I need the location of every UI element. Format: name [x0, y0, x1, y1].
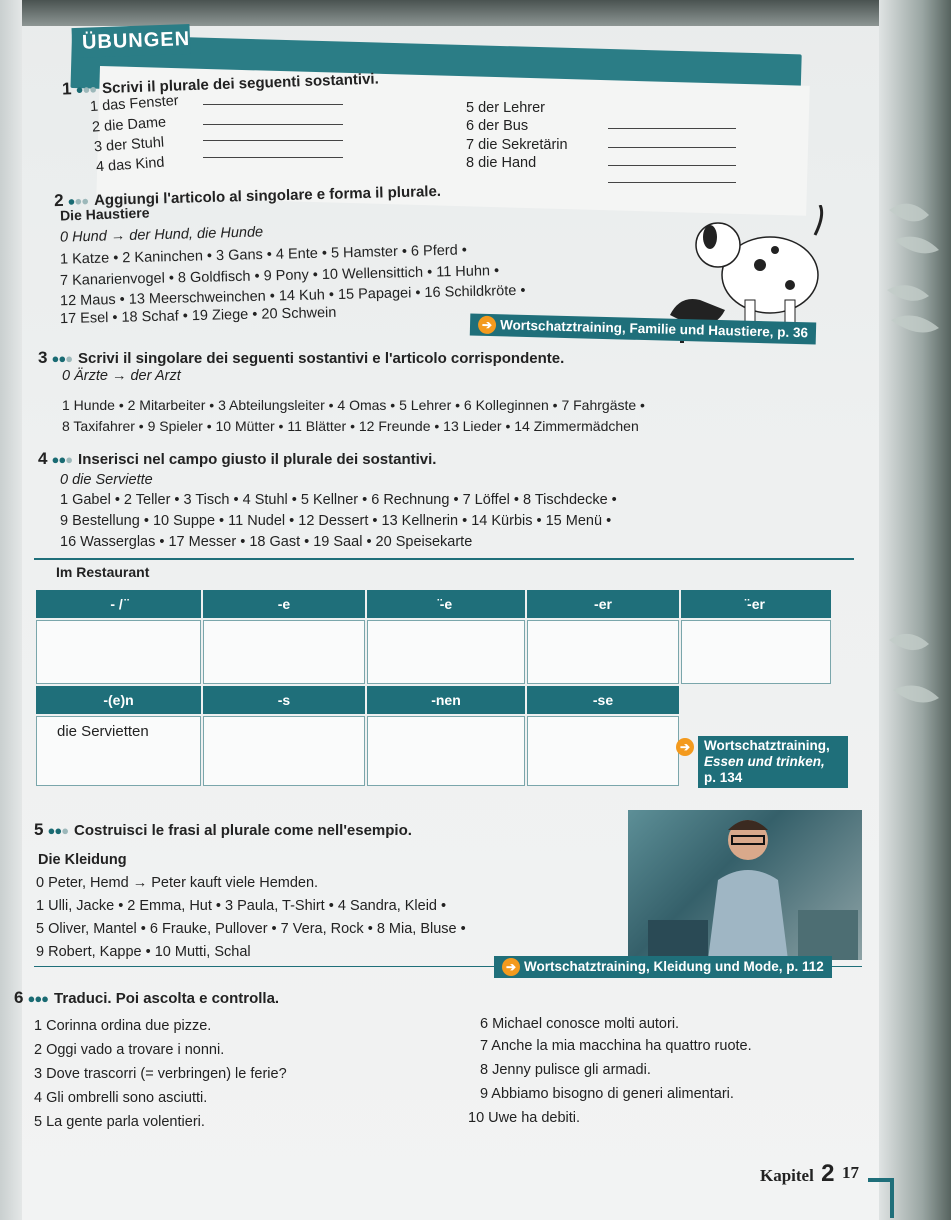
table-cell-filled[interactable] [36, 716, 201, 786]
difficulty-dots: ●●● [67, 193, 89, 209]
table-cell[interactable] [681, 620, 831, 684]
ex6-item-5: 5 La gente parla volentieri. [34, 1114, 205, 1130]
man-shopping-image [628, 810, 862, 960]
ex4-line-3: 16 Wasserglas • 17 Messer • 18 Gast • 19 Saal • 20 Speisekarte [60, 534, 473, 550]
ex1-answer-line-2[interactable] [203, 124, 343, 125]
table-header-8: -nen [367, 686, 525, 714]
ex3-example: 0 Ärzte → der Arzt [62, 368, 181, 384]
ex5-instruction: Costruisci le frasi al plurale come nell'esempio. [74, 822, 412, 839]
ex1-item-8: 8 die Hand [466, 155, 537, 171]
ex6-item-4: 4 Gli ombrelli sono asciutti. [34, 1090, 208, 1106]
table-header-6: -(e)n [36, 686, 201, 714]
ex1-item-4: 4 das Kind [95, 154, 166, 176]
ex1-answer-line-5[interactable] [608, 128, 736, 129]
ex3-number: 3 [38, 348, 48, 367]
ex4-line-1: 1 Gabel • 2 Teller • 3 Tisch • 4 Stuhl • 5 Kellner • 6 Rechnung • 7 Löffel • 8 Tischdecke • [60, 492, 617, 508]
ex5-link-text: Wortschatztraining, Kleidung und Mode, p. 112 [524, 959, 824, 974]
ex5-subheading: Die Kleidung [38, 852, 127, 868]
ex2-line-4: 17 Esel • 18 Schaf • 19 Ziege • 20 Schwein [59, 304, 337, 328]
table-cell[interactable] [527, 620, 679, 684]
ex5-title [34, 820, 412, 840]
ex1-item-2: 2 die Dame [91, 114, 167, 136]
ex6-instruction: Traduci. Poi ascolta e controlla. [54, 990, 280, 1007]
curtain-decoration [879, 0, 951, 1220]
table-cell[interactable] [203, 716, 365, 786]
chapter-word: Kapitel [760, 1166, 814, 1185]
ex4-line-2: 9 Bestellung • 10 Suppe • 11 Nudel • 12 Dessert • 13 Kellnerin • 14 Kürbis • 15 Menü • [60, 513, 612, 529]
filled-answer: die Servietten [57, 723, 149, 740]
ex3-line-1: 1 Hunde • 2 Mitarbeiter • 3 Abteilungsleiter • 4 Omas • 5 Lehrer • 6 Kolleginnen • 7 Fahrgäste • [62, 397, 645, 413]
ex5-line-2: 5 Oliver, Mantel • 6 Frauke, Pullover • 7 Vera, Rock • 8 Mia, Bluse • [36, 921, 466, 937]
ex2-line-3: 12 Maus • 13 Meerschweinchen • 14 Kuh • 15 Papagei • 16 Schildkröte • [59, 282, 526, 310]
ex2-subheading: Die Haustiere [59, 204, 150, 224]
ex4-example: 0 die Serviette [60, 472, 153, 488]
difficulty-dots: ●●● [51, 351, 73, 366]
ex5-example: 0 Peter, Hemd → Peter kauft viele Hemden. [36, 875, 319, 891]
ex4-vocab-link[interactable] [679, 736, 848, 788]
page-title: ÜBUNGEN [72, 24, 191, 58]
ex1-answer-line-6[interactable] [608, 147, 736, 148]
arrow-icon: ➔ [676, 738, 694, 756]
table-header-1: - / ̈ [36, 590, 201, 618]
ex1-item-3: 3 der Stuhl [93, 134, 165, 156]
table-cell[interactable] [527, 716, 679, 786]
ex5-line-1: 1 Ulli, Jacke • 2 Emma, Hut • 3 Paula, T-Shirt • 4 Sandra, Kleid • [36, 898, 447, 914]
difficulty-dots: ●●● [47, 823, 69, 838]
ex6-number: 6 [14, 988, 24, 1007]
ex1-instruction: Scrivi il plurale dei seguenti sostantivi. [101, 70, 380, 98]
ex5-line-3: 9 Robert, Kappe • 10 Mutti, Schal [36, 944, 251, 960]
arrow-icon: ➔ [478, 316, 496, 334]
ex6-item-9: 9 Abbiamo bisogno di generi alimentari. [480, 1086, 734, 1102]
ex2-line-2: 7 Kanarienvogel • 8 Goldfisch • 9 Pony • 10 Wellensittich • 11 Huhn • [59, 263, 500, 289]
ex1-answer-line-1[interactable] [203, 104, 343, 105]
ex4-link-line-3: p. 134 [704, 770, 743, 785]
ex2-instruction: Aggiungi l'articolo al singolare e forma il plurale. [93, 182, 442, 210]
ex3-line-2: 8 Taxifahrer • 9 Spieler • 10 Mütter • 11 Blätter • 12 Freunde • 13 Lieder • 14 Zimmermädchen [62, 418, 639, 434]
ex3-instruction: Scrivi il singolare dei seguenti sostantivi e l'articolo corrispondente. [78, 350, 565, 367]
ex6-title [14, 988, 279, 1008]
table-header-7: -s [203, 686, 365, 714]
ex6-item-10: 10 Uwe ha debiti. [468, 1110, 581, 1126]
table-header-2: -e [203, 590, 365, 618]
table-cell[interactable] [36, 620, 201, 684]
ex4-link-line-1: Wortschatztraining, [704, 738, 830, 753]
chapter-label [760, 1160, 834, 1188]
table-header-9: -se [527, 686, 679, 714]
ex6-item-8: 8 Jenny pulisce gli armadi. [480, 1062, 651, 1078]
table-cell[interactable] [203, 620, 365, 684]
ex5-number: 5 [34, 820, 44, 839]
ex6-item-3: 3 Dove trascorri (= verbringen) le ferie? [34, 1066, 287, 1082]
page-left-edge [0, 0, 22, 1220]
table-header-5: ̈-er [681, 590, 831, 618]
ex1-item-5: 5 der Lehrer [466, 100, 545, 116]
ex3-title [38, 348, 564, 368]
ex2-line-1: 1 Katze • 2 Kaninchen • 3 Gans • 4 Ente • 5 Hamster • 6 Pferd • [59, 242, 468, 268]
table-header-3: ̈-e [367, 590, 525, 618]
plural-table [34, 558, 854, 796]
page-number: 17 [842, 1163, 859, 1182]
difficulty-dots: ●●● [75, 81, 97, 98]
table-title: Im Restaurant [56, 564, 150, 580]
ex6-item-1: 1 Corinna ordina due pizze. [34, 1018, 212, 1034]
arrow-icon: ➔ [502, 958, 520, 976]
ex4-number: 4 [38, 449, 48, 468]
ex4-link-line-2: Essen und trinken, [704, 754, 825, 769]
ex1-number: 1 [61, 79, 72, 99]
page-corner-mark [868, 1178, 894, 1218]
ex5-vocab-link[interactable] [494, 956, 832, 978]
ex1-item-7: 7 die Sekretärin [466, 137, 568, 153]
ex4-instruction: Inserisci nel campo giusto il plurale dei sostantivi. [78, 451, 437, 468]
ex2-number: 2 [53, 190, 64, 211]
table-cell[interactable] [367, 620, 525, 684]
ex2-example: 0 Hund → der Hund, die Hunde [59, 224, 264, 246]
ex1-answer-line-7[interactable] [608, 165, 736, 166]
ex1-answer-line-8[interactable] [608, 182, 736, 183]
difficulty-dots: ●●● [27, 991, 49, 1006]
page-top-shadow [0, 0, 951, 26]
ex4-title [38, 449, 436, 469]
ex6-item-6: 6 Michael conosce molti autori. [480, 1016, 680, 1032]
ex1-answer-line-4[interactable] [203, 157, 343, 158]
ex1-item-6: 6 der Bus [466, 118, 529, 134]
ex6-item-2: 2 Oggi vado a trovare i nonni. [34, 1042, 225, 1058]
ex6-item-7: 7 Anche la mia macchina ha quattro ruote. [480, 1038, 752, 1054]
clothing-store-photo [628, 810, 862, 960]
table-cell[interactable] [367, 716, 525, 786]
difficulty-dots: ●●● [51, 452, 73, 467]
chapter-number: 2 [821, 1160, 835, 1187]
ex1-answer-line-3[interactable] [203, 140, 343, 141]
table-header-4: -er [527, 590, 679, 618]
ex1-item-1: 1 das Fenster [89, 92, 180, 116]
ex2-link-text: Wortschatztraining, Familie und Haustiere, p. 36 [499, 317, 809, 341]
